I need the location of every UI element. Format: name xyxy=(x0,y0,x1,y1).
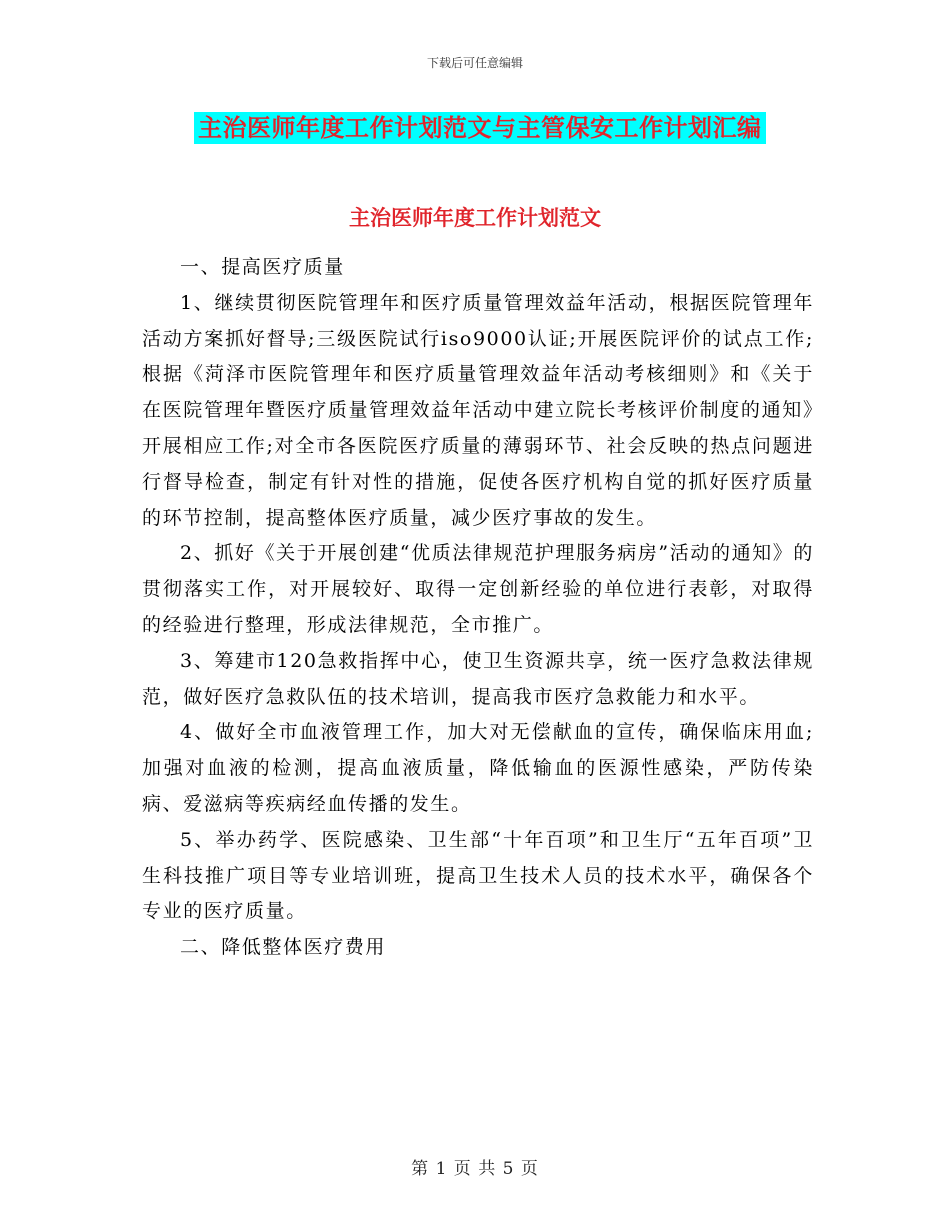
paragraph-4: 4、做好全市血液管理工作，加大对无偿献血的宣传，确保临床用血;加强对血液的检测，提高血液质量，降低输血的医源性感染，严防传染病、爱滋病等疾病经血传播的发生。 xyxy=(142,721,814,815)
section-heading-1: 一、提高医疗质量 xyxy=(180,256,345,278)
paragraph-1: 1、继续贯彻医院管理年和医疗质量管理效益年活动，根据医院管理年活动方案抓好督导;三级医院试行iso9000认证;开展医院评价的试点工作;根据《菏泽市医院管理年和医疗质量管理效益年活动考核细则》和《关于在医院管理年暨医疗质量管理效益年活动中建立院长考核评价制度的通知》开展相应工作;对全市各医院医疗质量的薄弱环节、社会反映的热点问题进行督导检查，制定有针对性的措施，促使各医疗机构自觉的抓好医疗质量的环节控制，提高整体医疗质量，减少医疗事故的发生。 xyxy=(142,291,814,529)
section-title: 主治医师年度工作计划范文 xyxy=(349,205,601,230)
paragraph-2: 2、抓好《关于开展创建“优质法律规范护理服务病房”活动的通知》的贯彻落实工作，对开展较好、取得一定创新经验的单位进行表彰，对取得的经验进行整理，形成法律规范，全市推广。 xyxy=(142,542,814,636)
header-note: 下载后可任意编辑 xyxy=(426,56,523,70)
section-heading-2: 二、降低整体医疗费用 xyxy=(180,936,387,959)
page-number: 第 1 页 共 5 页 xyxy=(411,1159,539,1179)
document-body xyxy=(142,250,814,966)
document-title: 主治医师年度工作计划范文与主管保安工作计划汇编 xyxy=(194,112,766,144)
paragraph-3: 3、筹建市120急救指挥中心，使卫生资源共享，统一医疗急救法律规范，做好医疗急救队伍的技术培训，提高我市医疗急救能力和水平。 xyxy=(142,649,814,708)
paragraph-5: 5、举办药学、医院感染、卫生部“十年百项”和卫生厅“五年百项”卫生科技推广项目等专业培训班，提高卫生技术人员的技术水平，确保各个专业的医疗质量。 xyxy=(142,828,814,923)
